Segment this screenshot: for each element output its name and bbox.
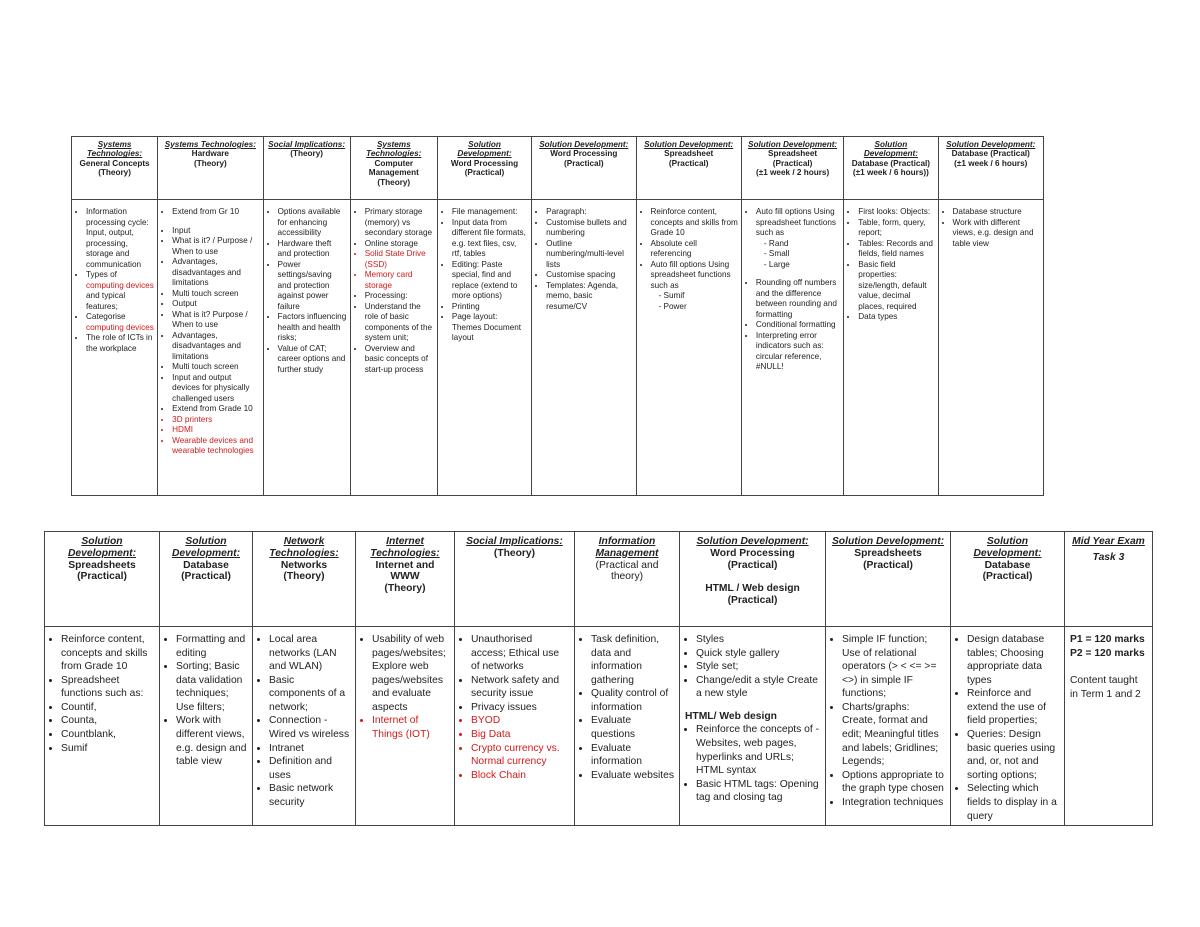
topic-item: • Absolute cell referencing bbox=[651, 239, 738, 260]
column-subtitle: (±1 week / 6 hours) bbox=[954, 158, 1028, 168]
topic-item: • Simple IF function; Use of relational operators (> < <= >= <>) in simple IF functions; bbox=[842, 633, 946, 701]
topic-item: • Interpreting error indicators such as: circular reference, #NULL! bbox=[756, 331, 840, 373]
column-header bbox=[158, 137, 263, 200]
topic-item: • Online storage bbox=[365, 239, 434, 250]
topic-item: • Internet of Things (IOT) bbox=[372, 714, 450, 741]
topic-list bbox=[163, 207, 259, 457]
topic-item: • Hardware theft and protection bbox=[278, 239, 347, 260]
subsection-heading: HTML/ Web design bbox=[685, 710, 777, 722]
topic-item: • Auto fill options Using spreadsheet functions such as bbox=[651, 260, 738, 292]
column-category: Solution Development: bbox=[831, 536, 945, 547]
topic-item: • Countif, bbox=[61, 701, 155, 715]
column-header bbox=[437, 137, 531, 200]
term-plan-table-1 bbox=[71, 136, 1044, 496]
column-header bbox=[160, 532, 253, 627]
topic-item: • Styles bbox=[696, 633, 821, 647]
topic-item: • Extend from Grade 10 bbox=[172, 404, 259, 415]
exam-title: Mid Year Exam bbox=[1072, 536, 1145, 547]
topic-list bbox=[443, 207, 528, 344]
topic-item: • Tables: Records and fields, field names bbox=[858, 239, 934, 260]
topic-item: • Local area networks (LAN and WLAN) bbox=[269, 633, 351, 674]
exam-header bbox=[1065, 532, 1153, 627]
topic-item: • Editing: Paste special, find and replace (extend to more options) bbox=[452, 260, 528, 302]
column-header bbox=[951, 532, 1065, 627]
column-header bbox=[844, 137, 938, 200]
column-subtitle: (Practical) bbox=[727, 559, 778, 571]
topic-item: • Quick style gallery bbox=[696, 647, 821, 661]
topic-item: • Work with different views, e.g. design and table view bbox=[176, 714, 248, 768]
topic-item: • Style set; bbox=[696, 660, 821, 674]
topic-item: • Conditional formatting bbox=[756, 320, 840, 331]
column-header bbox=[45, 532, 160, 627]
topic-item: • Templates: Agenda, memo, basic resume/CV bbox=[546, 281, 632, 313]
topic-item: • What is it? Purpose / When to use bbox=[172, 310, 259, 331]
topic-item: • Countblank, bbox=[61, 728, 155, 742]
column-subtitle: HTML / Web design bbox=[705, 583, 800, 595]
topic-list bbox=[580, 633, 675, 782]
column-category: Solution Development: bbox=[644, 140, 734, 149]
column-content bbox=[160, 627, 253, 826]
topic-list bbox=[269, 207, 347, 375]
topic-list bbox=[50, 633, 155, 755]
topic-item: • Outline numbering/multi-level lists bbox=[546, 239, 632, 271]
topic-item: • Extend from Gr 10 bbox=[172, 207, 259, 218]
topic-item: - Large bbox=[763, 259, 790, 269]
column-header bbox=[72, 137, 158, 200]
topic-item: • Table, form, query, report; bbox=[858, 218, 934, 239]
topic-item: • Primary storage (memory) vs secondary storage bbox=[365, 207, 434, 239]
column-subtitle: General Concepts bbox=[79, 158, 150, 168]
topic-item: • Network safety and security issue bbox=[471, 674, 570, 701]
column-content bbox=[437, 200, 531, 496]
topic-item: • Reinforce the concepts of - Websites, web pages, hyperlinks and URLs; HTML syntax bbox=[696, 723, 821, 777]
exam-note: Content taught in Term 1 and 2 bbox=[1070, 675, 1141, 700]
topic-list bbox=[356, 207, 434, 375]
column-subtitle: (Theory) bbox=[377, 177, 411, 187]
column-header bbox=[741, 137, 843, 200]
topic-list bbox=[258, 633, 351, 810]
topic-item: • Overview and basic concepts of start-up process bbox=[365, 344, 434, 376]
column-subtitle: (Practical) bbox=[668, 158, 709, 168]
topic-item: • Change/edit a style Create a new style bbox=[696, 674, 821, 701]
topic-item: • File management: bbox=[452, 207, 528, 218]
column-category: Solution Development: bbox=[171, 536, 241, 559]
column-content bbox=[532, 200, 636, 496]
column-category: Solution Development: bbox=[973, 536, 1042, 559]
column-category: Solution Development: bbox=[863, 140, 918, 159]
topic-item: • Task definition, data and information gathering bbox=[591, 633, 675, 687]
column-header bbox=[532, 137, 636, 200]
column-content bbox=[263, 200, 350, 496]
topic-item: • Information processing cycle: Input, output, processing, storage and communication bbox=[86, 207, 154, 270]
column-content bbox=[741, 200, 843, 496]
column-subtitle: (Theory) bbox=[384, 583, 426, 595]
topic-list bbox=[747, 207, 840, 373]
content-row bbox=[72, 200, 1044, 496]
column-subtitle: (Practical) bbox=[564, 158, 604, 168]
topic-text: and typical features; bbox=[86, 291, 126, 311]
topic-list bbox=[165, 633, 248, 769]
content-row bbox=[45, 627, 1153, 826]
column-subtitle bbox=[684, 571, 821, 583]
topic-list bbox=[361, 633, 450, 742]
topic-item: • The role of ICTs in the workplace bbox=[86, 333, 154, 354]
column-subtitle: (Theory) bbox=[193, 158, 227, 168]
topic-item: - Small bbox=[763, 249, 790, 258]
topic-list bbox=[685, 633, 821, 805]
topic-item: - Power bbox=[658, 301, 687, 311]
topic-item: • Work with different views, e.g. design and table view bbox=[953, 218, 1040, 250]
column-subtitle: (Theory) bbox=[493, 547, 536, 559]
column-category: Solution Development: bbox=[696, 536, 809, 547]
column-subtitle: Word Processing bbox=[550, 149, 618, 159]
topic-item: • Auto fill options Using spreadsheet functions such as bbox=[756, 207, 840, 239]
column-content bbox=[356, 627, 455, 826]
topic-item: • Sorting; Basic data validation techniques; Use filters; bbox=[176, 660, 248, 714]
column-header bbox=[253, 532, 356, 627]
column-header bbox=[680, 532, 826, 627]
topic-item: • Counta, bbox=[61, 714, 155, 728]
paper1-marks: P1 = 120 marks bbox=[1070, 634, 1145, 645]
column-subtitle: Word Processing bbox=[710, 547, 795, 559]
topic-item: - Sumif bbox=[658, 291, 685, 300]
topic-item: • What is it? / Purpose / When to use bbox=[172, 236, 259, 257]
column-subtitle: Internet and WWW bbox=[375, 559, 435, 583]
header-row bbox=[72, 137, 1044, 200]
column-subtitle: (Practical) bbox=[772, 158, 813, 168]
column-header bbox=[356, 532, 455, 627]
topic-list bbox=[537, 207, 632, 312]
topic-item: • Unauthorised access; Ethical use of networks bbox=[471, 633, 570, 674]
term-plan-table-2 bbox=[44, 531, 1153, 826]
topic-item: • Options appropriate to the graph type chosen bbox=[842, 769, 946, 796]
topic-list bbox=[849, 207, 934, 323]
topic-item: • Rounding off numbers and the difference between rounding and formatting bbox=[756, 278, 840, 320]
topic-text: Categorise bbox=[86, 312, 126, 321]
topic-list bbox=[77, 207, 154, 354]
topic-item: • Wearable devices and wearable technologies bbox=[172, 436, 259, 457]
topic-item: • Basic network security bbox=[269, 782, 351, 809]
topic-list bbox=[956, 633, 1060, 823]
topic-list bbox=[944, 207, 1040, 249]
column-content bbox=[253, 627, 356, 826]
column-subtitle: (Theory) bbox=[98, 168, 131, 178]
topic-item: • Design database tables; Choosing appropriate data types bbox=[967, 633, 1060, 687]
topic-item: • Crypto currency vs. Normal currency bbox=[471, 742, 570, 769]
column-header bbox=[575, 532, 680, 627]
column-subtitle: Database (Practical) bbox=[951, 149, 1030, 159]
column-content bbox=[938, 200, 1043, 496]
column-content bbox=[951, 627, 1065, 826]
topic-item: • Customise bullets and numbering bbox=[546, 218, 632, 239]
column-subtitle: (Practical) bbox=[77, 571, 127, 583]
column-header bbox=[636, 137, 741, 200]
column-content bbox=[455, 627, 575, 826]
topic-item: • Understand the role of basic components of the system unit; bbox=[365, 302, 434, 344]
column-content bbox=[844, 200, 938, 496]
column-content bbox=[826, 627, 951, 826]
topic-item: • Basic HTML tags: Opening tag and closing tag bbox=[696, 778, 821, 805]
topic-item: • HDMI bbox=[172, 425, 259, 436]
column-subtitle: Hardware bbox=[191, 149, 229, 159]
topic-item: • Connection - Wired vs wireless bbox=[269, 714, 351, 741]
topic-list bbox=[831, 633, 946, 810]
topic-item: • Options available for enhancing accessibility bbox=[278, 207, 347, 239]
topic-item: • Solid State Drive (SSD) bbox=[365, 249, 434, 270]
column-category: Solution Development: bbox=[67, 536, 137, 559]
topic-item: • First looks: Objects: bbox=[858, 207, 934, 218]
topic-item: • Factors influencing health and health risks; bbox=[278, 312, 347, 344]
topic-item: • Processing: bbox=[365, 291, 434, 302]
column-category: Solution Development: bbox=[748, 140, 838, 149]
column-subtitle: (±1 week / 6 hours)) bbox=[852, 168, 929, 178]
topic-item bbox=[86, 270, 154, 312]
topic-item: • Basic components of a network; bbox=[269, 674, 351, 715]
column-content bbox=[680, 627, 826, 826]
topic-item: • Evaluate information bbox=[591, 742, 675, 769]
topic-item: • Reinforce content, concepts and skills from Grade 10 bbox=[651, 207, 738, 239]
column-subtitle: Spreadsheet bbox=[768, 149, 818, 159]
column-subtitle: (Practical) bbox=[181, 571, 231, 583]
topic-item: • Paragraph: bbox=[546, 207, 632, 218]
exam-content bbox=[1065, 627, 1153, 826]
topic-item: • Queries: Design basic queries using and, or, not and sorting options; bbox=[967, 728, 1060, 782]
column-subtitle: (Practical) bbox=[464, 168, 505, 178]
column-subtitle: Spreadsheets bbox=[68, 559, 136, 571]
topic-item: • Power settings/saving and protection against power failure bbox=[278, 260, 347, 313]
topic-item: • Spreadsheet functions such as: bbox=[61, 674, 155, 701]
topic-item: • Quality control of information bbox=[591, 687, 675, 714]
column-subtitle: (Practical) bbox=[863, 559, 913, 571]
topic-item: • Input bbox=[172, 226, 259, 237]
topic-item: • BYOD bbox=[471, 714, 570, 728]
topic-item: • Privacy issues bbox=[471, 701, 570, 715]
column-subtitle: (Theory) bbox=[290, 149, 323, 159]
column-subtitle: Spreadsheets bbox=[854, 547, 922, 559]
topic-item: • Customise spacing bbox=[546, 270, 632, 281]
topic-item: • Database structure bbox=[953, 207, 1040, 218]
column-subtitle: Database (Practical) bbox=[851, 158, 931, 168]
topic-item: - Rand bbox=[763, 238, 789, 248]
paper2-marks: P2 = 120 marks bbox=[1070, 647, 1145, 659]
column-category: Solution Development: bbox=[457, 140, 512, 159]
column-category: Systems Technologies: bbox=[366, 140, 422, 159]
topic-item: • Input and output devices for physically challenged users bbox=[172, 373, 259, 405]
column-subtitle: (±1 week / 2 hours) bbox=[755, 168, 830, 178]
column-header bbox=[350, 137, 437, 200]
column-subtitle: Computer Management bbox=[368, 158, 419, 178]
topic-text: Types of bbox=[86, 270, 117, 279]
topic-item: • Output bbox=[172, 299, 259, 310]
topic-item: • Formatting and editing bbox=[176, 633, 248, 660]
topic-item: • Input data from different file formats, e.g. text files, csv, rtf, tables bbox=[452, 218, 528, 260]
topic-item: • Usability of web pages/websites; Explore web pages/websites and evaluate aspects bbox=[372, 633, 450, 714]
topic-item: • Reinforce content, concepts and skills from Grade 10 bbox=[61, 633, 155, 674]
topic-item: • Advantages, disadvantages and limitations bbox=[172, 257, 259, 289]
column-category: Network Technologies: bbox=[269, 536, 339, 559]
topic-list bbox=[642, 207, 738, 312]
column-category: Internet Technologies: bbox=[370, 536, 440, 559]
highlighted-text: computing devices bbox=[86, 322, 154, 332]
column-category: Information Management bbox=[595, 536, 659, 559]
column-category: Systems Technologies: bbox=[86, 140, 143, 159]
topic-item: • Integration techniques bbox=[842, 796, 946, 810]
topic-item: • Evaluate websites bbox=[591, 769, 675, 783]
column-subtitle: Spreadsheet bbox=[664, 149, 714, 159]
topic-item: • Printing bbox=[452, 302, 528, 313]
topic-item: • Basic field properties: size/length, default value, decimal places, required bbox=[858, 260, 934, 313]
column-content bbox=[45, 627, 160, 826]
column-subtitle: Database bbox=[183, 559, 229, 571]
column-content bbox=[575, 627, 680, 826]
column-subtitle: Networks bbox=[280, 559, 328, 571]
topic-item: • Multi touch screen bbox=[172, 362, 259, 373]
column-subtitle: (Practical) bbox=[727, 595, 778, 607]
highlighted-text: computing devices bbox=[86, 280, 154, 290]
column-category: Solution Development: bbox=[539, 140, 629, 149]
topic-item: • Definition and uses bbox=[269, 755, 351, 782]
topic-item: • Selecting which fields to display in a query bbox=[967, 782, 1060, 823]
column-category: Social Implications: bbox=[268, 140, 346, 149]
topic-item: • Data types bbox=[858, 312, 934, 323]
column-header bbox=[938, 137, 1043, 200]
header-row bbox=[45, 532, 1153, 627]
topic-item: • Reinforce and extend the use of field properties; bbox=[967, 687, 1060, 728]
column-subtitle: (Theory) bbox=[283, 571, 325, 583]
topic-item bbox=[86, 312, 154, 333]
column-subtitle: (Practical and theory) bbox=[595, 559, 659, 583]
topic-item: • Page layout: Themes Document layout bbox=[452, 312, 528, 344]
exam-task: Task 3 bbox=[1092, 551, 1125, 563]
column-content bbox=[72, 200, 158, 496]
topic-item: • Advantages, disadvantages and limitations bbox=[172, 331, 259, 363]
topic-item: • Block Chain bbox=[471, 769, 570, 783]
topic-item: • Evaluate questions bbox=[591, 714, 675, 741]
topic-item: • Sumif bbox=[61, 742, 155, 756]
topic-item: • Memory card storage bbox=[365, 270, 434, 291]
topic-item: • Value of CAT; career options and further study bbox=[278, 344, 347, 376]
topic-item: • 3D printers bbox=[172, 415, 259, 426]
column-content bbox=[158, 200, 263, 496]
topic-item: • Intranet bbox=[269, 742, 351, 756]
column-subtitle: Word Processing bbox=[450, 158, 519, 168]
topic-item: • Multi touch screen bbox=[172, 289, 259, 300]
topic-list bbox=[460, 633, 570, 782]
column-category: Solution Development: bbox=[946, 140, 1036, 149]
column-header bbox=[826, 532, 951, 627]
topic-item: • Charts/graphs: Create, format and edit; Meaningful titles and labels; Gridlines; Legends; bbox=[842, 701, 946, 769]
column-category: Social Implications: bbox=[466, 536, 563, 547]
topic-item: • Big Data bbox=[471, 728, 570, 742]
column-header bbox=[263, 137, 350, 200]
column-subtitle: Database bbox=[984, 559, 1031, 571]
column-subtitle: (Practical) bbox=[982, 571, 1033, 583]
column-header bbox=[455, 532, 575, 627]
column-content bbox=[636, 200, 741, 496]
column-content bbox=[350, 200, 437, 496]
column-category: Systems Technologies: bbox=[164, 140, 256, 149]
